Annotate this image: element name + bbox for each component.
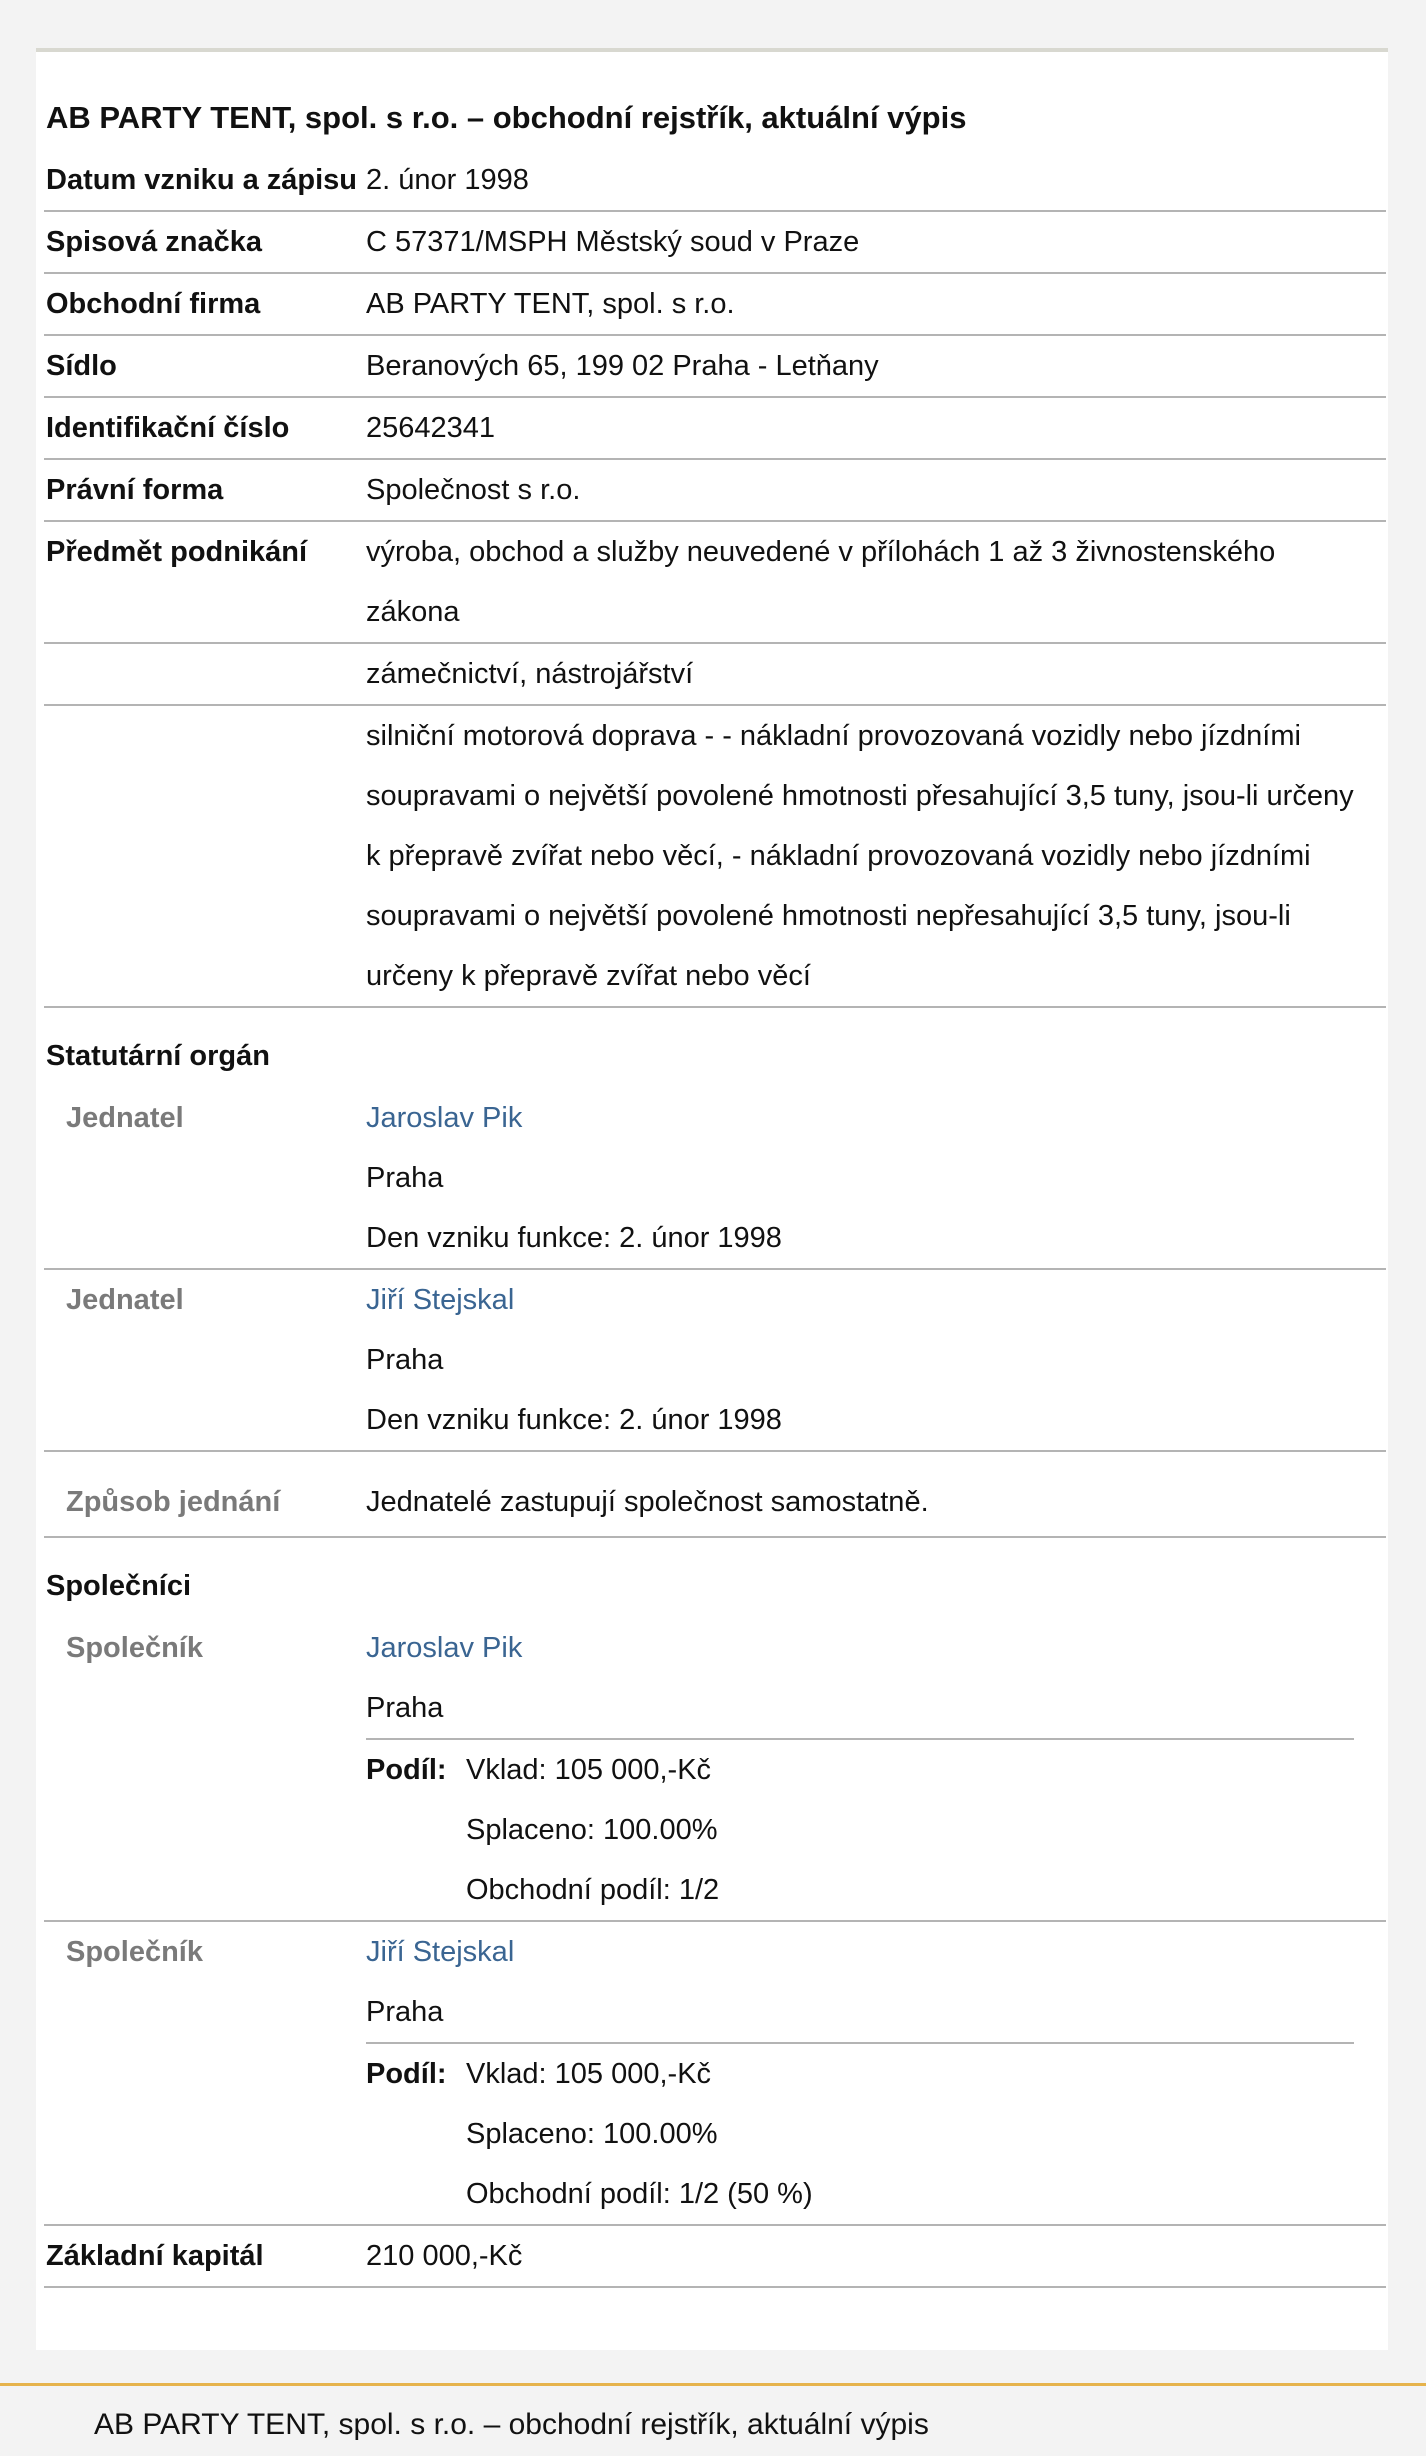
value-ico: 25642341 — [366, 397, 1386, 459]
value-zakladni-kapital: 210 000,-Kč — [366, 2225, 1386, 2287]
role-jednatel: Jednatel — [44, 1269, 366, 1451]
label-spisova-znacka: Spisová značka — [44, 211, 366, 273]
label-zpusob-jednani: Způsob jednání — [44, 1451, 366, 1537]
row-predmet-1 — [44, 521, 1386, 643]
label-predmet: Předmět podnikání — [44, 521, 366, 643]
section-heading-spolecnici: Společníci — [46, 1570, 192, 1602]
share-splaceno: Splaceno: 100.00% — [466, 1814, 718, 1846]
label-datum-vzniku: Datum vzniku a zápisu — [44, 150, 366, 211]
row-predmet-2 — [44, 643, 1386, 705]
row-pravni-forma — [44, 459, 1386, 521]
footer-text: AB PARTY TENT, spol. s r.o. – obchodní rejstřík, aktuální výpis — [94, 2408, 929, 2441]
share-label: Podíl: — [366, 2058, 447, 2090]
value-obchodni-firma: AB PARTY TENT, spol. s r.o. — [366, 273, 1386, 335]
person-link-jiri-stejskal[interactable]: Jiří Stejskal — [366, 1936, 515, 1968]
label-obchodni-firma: Obchodní firma — [44, 273, 366, 335]
row-spolecnik-1 — [44, 1618, 1386, 1921]
row-spolecnik-2 — [44, 1921, 1386, 2225]
share-vklad: Vklad: 105 000,-Kč — [466, 2058, 712, 2090]
share-podil: Obchodní podíl: 1/2 (50 %) — [466, 2178, 813, 2210]
row-zakladni-kapital — [44, 2225, 1386, 2287]
role-spolecnik: Společník — [44, 1618, 366, 1921]
row-jednatel-1 — [44, 1088, 1386, 1269]
function-since: Den vzniku funkce: 2. únor 1998 — [366, 1404, 782, 1436]
share-splaceno: Splaceno: 100.00% — [466, 2118, 718, 2150]
page-title: AB PARTY TENT, spol. s r.o. – obchodní rejstřík, aktuální výpis — [46, 100, 967, 135]
share-block — [366, 2042, 1354, 2224]
person-city: Praha — [366, 1692, 444, 1724]
share-label: Podíl: — [366, 1754, 447, 1786]
row-predmet-3 — [44, 705, 1386, 1007]
value-predmet-item: výroba, obchod a služby neuvedené v přílohách 1 až 3 živnostenského zákona — [366, 521, 1386, 643]
value-datum-vzniku: 2. únor 1998 — [366, 150, 1386, 211]
row-zpusob-jednani — [44, 1451, 1386, 1537]
role-spolecnik: Společník — [44, 1921, 366, 2225]
register-table — [44, 150, 1386, 2288]
footer-bar — [0, 2383, 1426, 2456]
person-city: Praha — [366, 1162, 444, 1194]
row-statutarni-heading — [44, 1007, 1386, 1088]
person-link-jiri-stejskal[interactable]: Jiří Stejskal — [366, 1284, 515, 1316]
value-zpusob-jednani: Jednatelé zastupují společnost samostatně. — [366, 1451, 1386, 1537]
person-link-jaroslav-pik[interactable]: Jaroslav Pik — [366, 1632, 523, 1664]
value-predmet-item: zámečnictví, nástrojářství — [366, 643, 1386, 705]
row-datum-vzniku — [44, 150, 1386, 211]
label-pravni-forma: Právní forma — [44, 459, 366, 521]
role-jednatel: Jednatel — [44, 1088, 366, 1269]
share-block — [366, 1738, 1354, 1920]
label-zakladni-kapital: Základní kapitál — [44, 2225, 366, 2287]
person-link-jaroslav-pik[interactable]: Jaroslav Pik — [366, 1102, 523, 1134]
value-predmet-item: silniční motorová doprava - - nákladní provozovaná vozidly nebo jízdními soupravami o největší povolené hmotnosti přesahující 3,5 tuny, jsou-li určeny k přepravě zvířat nebo věcí, - nákladní provozovaná vozidly nebo jízdními soupravami o největší povolené hmotnosti nepřesahující 3,5 tuny, jsou-li určeny k přepravě zvířat nebo věcí — [366, 705, 1386, 1007]
row-obchodni-firma — [44, 273, 1386, 335]
person-city: Praha — [366, 1996, 444, 2028]
label-ico: Identifikační číslo — [44, 397, 366, 459]
row-spolecnici-heading — [44, 1537, 1386, 1618]
person-city: Praha — [366, 1344, 444, 1376]
value-pravni-forma: Společnost s r.o. — [366, 459, 1386, 521]
value-sidlo: Beranových 65, 199 02 Praha - Letňany — [366, 335, 1386, 397]
row-spisova-znacka — [44, 211, 1386, 273]
value-spisova-znacka: C 57371/MSPH Městský soud v Praze — [366, 211, 1386, 273]
row-jednatel-2 — [44, 1269, 1386, 1451]
function-since: Den vzniku funkce: 2. únor 1998 — [366, 1222, 782, 1254]
section-heading-statutarni-organ: Statutární orgán — [46, 1040, 270, 1072]
row-sidlo — [44, 335, 1386, 397]
row-ico — [44, 397, 1386, 459]
share-podil: Obchodní podíl: 1/2 — [466, 1874, 720, 1906]
share-vklad: Vklad: 105 000,-Kč — [466, 1754, 712, 1786]
label-sidlo: Sídlo — [44, 335, 366, 397]
